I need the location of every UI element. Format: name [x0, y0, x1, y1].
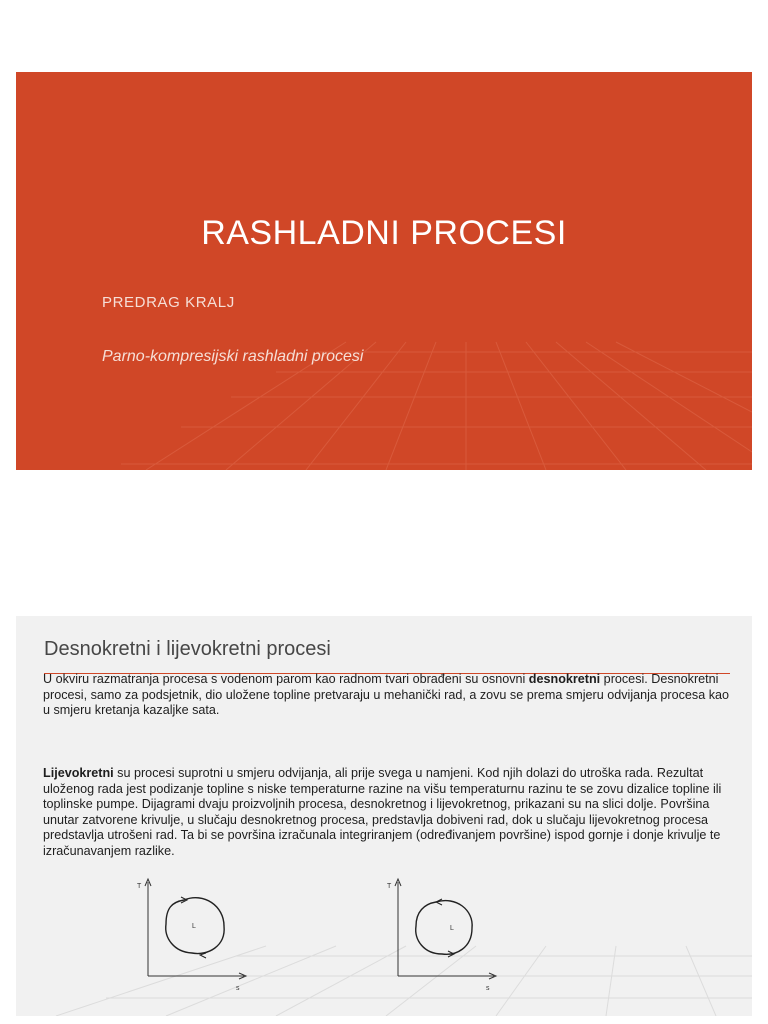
- y-axis-label: T: [137, 883, 142, 890]
- arrow-icon: [436, 899, 442, 905]
- x-axis-label: s: [236, 985, 240, 992]
- author-name: PREDRAG KRALJ: [102, 294, 235, 311]
- slide-subtitle: Parno-kompresijski rashladni procesi: [102, 348, 364, 365]
- ts-diagram-lijevokretni: [384, 874, 504, 996]
- area-label: L: [450, 925, 454, 932]
- x-axis-label: s: [486, 985, 490, 992]
- content-slide: [16, 616, 752, 1016]
- perspective-grid-decoration: [16, 72, 752, 470]
- ts-diagram-desnokretni: [134, 874, 254, 996]
- paragraph-desnokretni: U okviru razmatranja procesa s vodenom parom kao radnom tvari obrađeni su osnovni desnokretni procesi. Desnokretni procesi, samo za podsjetnik, dio uložene topline pretvaraju u mehanički rad, a zovu se prema smjeru odvijanja procesa kao u smjeru kretanja kazaljke sata.: [43, 672, 730, 718]
- title-slide: [16, 72, 752, 470]
- paragraph-lijevokretni: Lijevokretni su procesi suprotni u smjeru odvijanja, ali prije svega u namjeni. Kod njih dolazi do utroška rada. Rezultat uloženog rada jest podizanje topline s niske temperaturne razine na višu temperaturnu razinu te se zovu dizalice topline ili toplinske pumpe. Dijagrami dvaju proizvoljnih procesa, desnokretnog i lijevokretnog, prikazani su na slici dolje. Površina unutar zatvorene krivulje, u slučaju desnokretnog procesa, predstavlja dobiveni rad, dok u slučaju lijevokretnog procesa predstavlja utrošeni rad. Ta bi se površina izračunala integriranjem (određivanjem površine) ispod gornje i donje krivulje te izračunavanjem razlike.: [43, 766, 722, 858]
- slide-title: RASHLADNI PROCESI: [201, 214, 567, 252]
- area-label: L: [192, 923, 196, 930]
- process-curve: [416, 901, 472, 955]
- section-title: Desnokretni i lijevokretni procesi: [44, 638, 331, 660]
- y-axis-label: T: [387, 883, 392, 890]
